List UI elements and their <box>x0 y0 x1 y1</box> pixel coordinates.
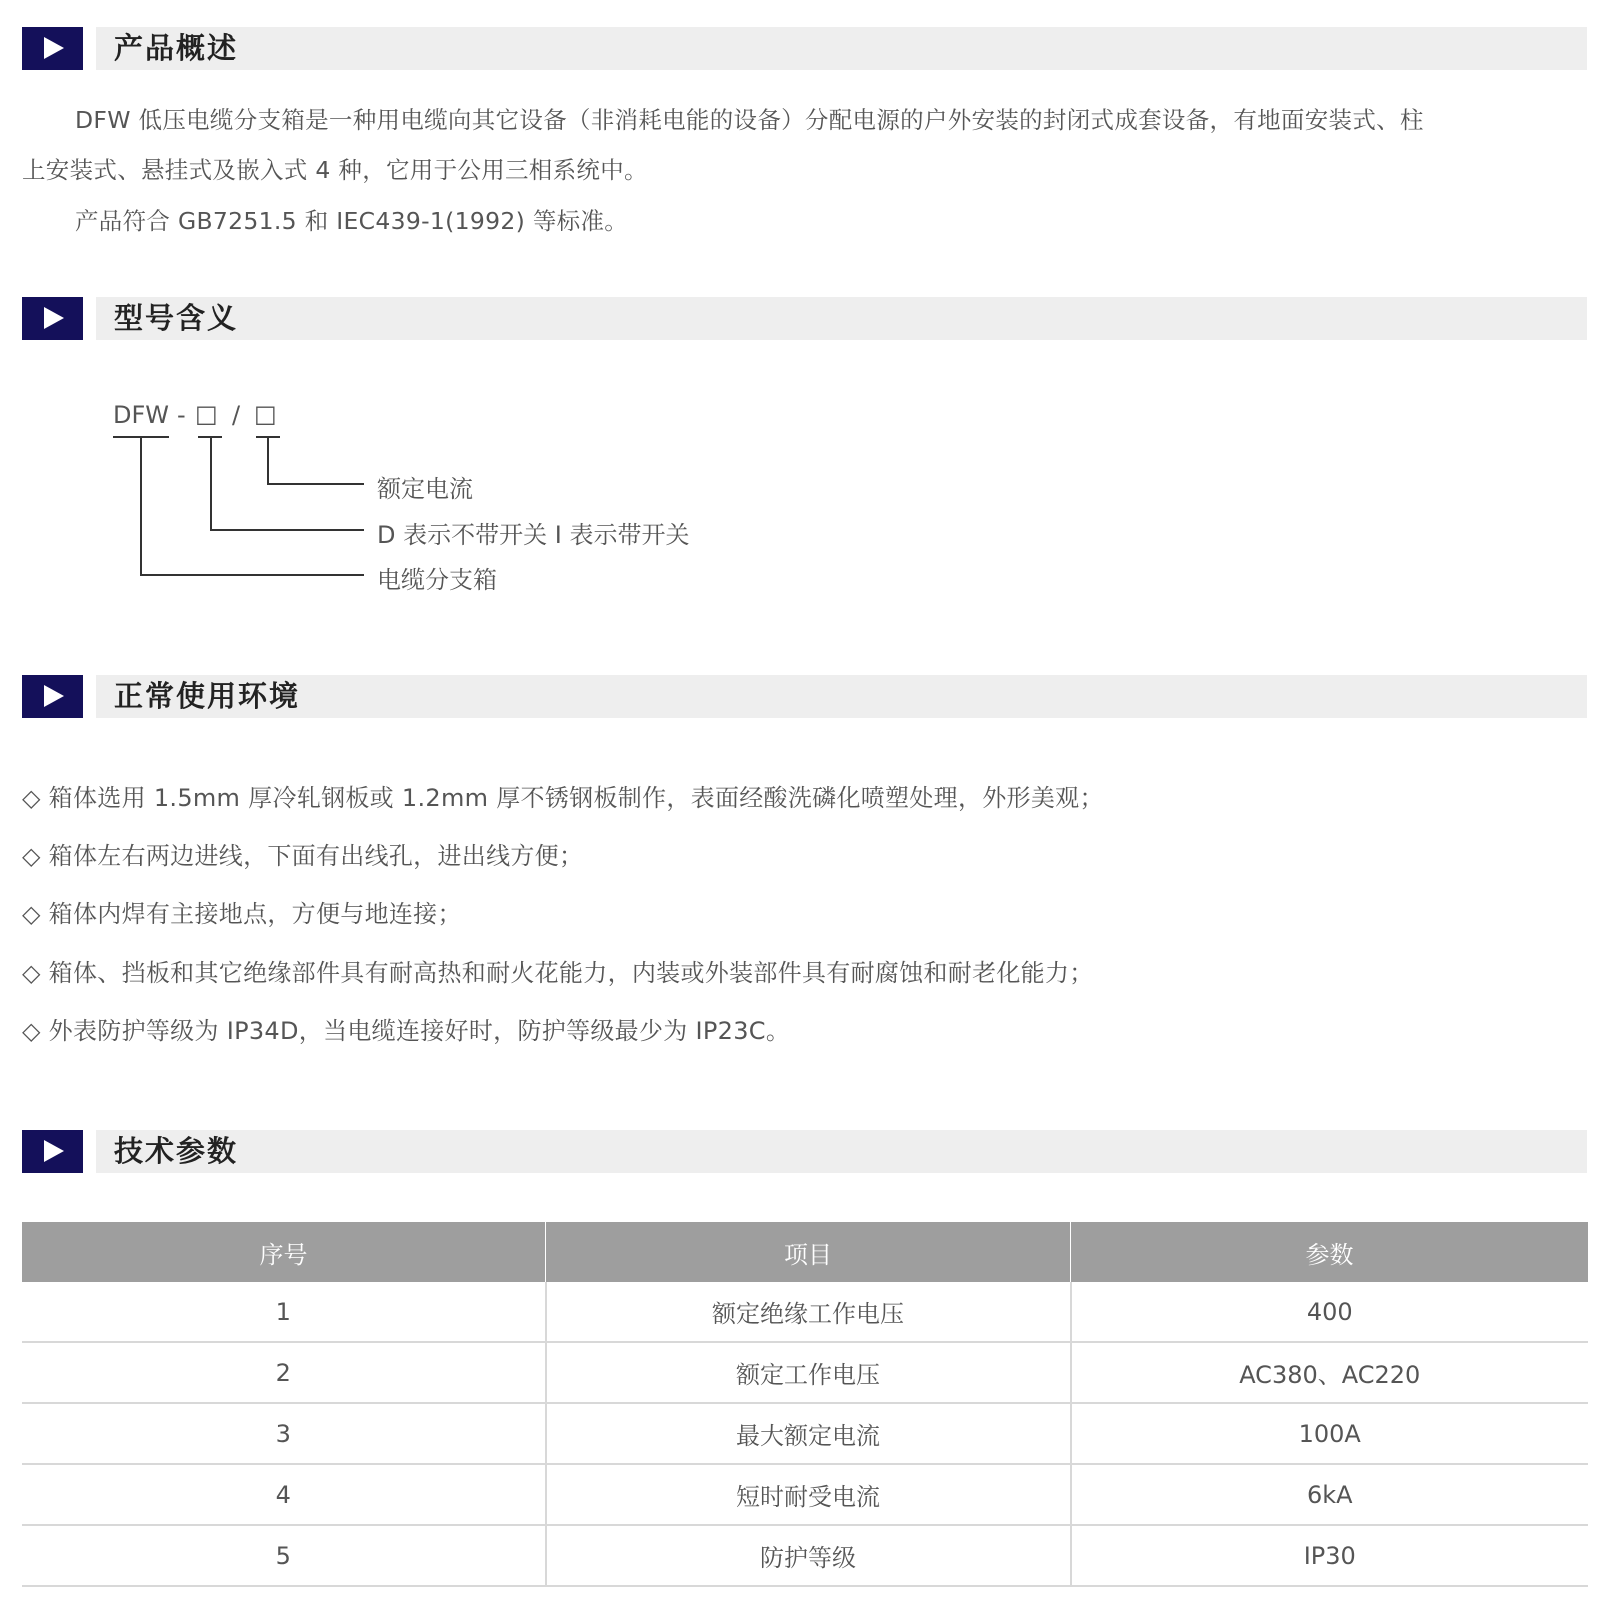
header-bar <box>96 297 1587 340</box>
model-code-box1: □ <box>195 400 218 428</box>
overview-paragraph-line1: DFW 低压电缆分支箱是一种用电缆向其它设备（非消耗电能的设备）分配电源的户外安装的封闭式成套设备，有地面安装式、柱 <box>75 106 1424 134</box>
leader-vertical-switch <box>210 437 212 530</box>
label-switch: D 表示不带开关 I 表示带开关 <box>377 521 690 549</box>
cell-item: 短时耐受电流 <box>546 1464 1071 1525</box>
header-value: 参数 <box>1071 1222 1589 1282</box>
cell-index: 1 <box>22 1282 546 1342</box>
table-row <box>22 1403 1588 1464</box>
label-branch-box: 电缆分支箱 <box>377 566 497 594</box>
leader-horizontal-current <box>267 483 364 485</box>
section-title: 技术参数 <box>114 1134 239 1168</box>
tech-params-table <box>22 1222 1588 1587</box>
overview-paragraph-line2: 上安装式、悬挂式及嵌入式 4 种，它用于公用三相系统中。 <box>22 156 648 184</box>
section-header-model <box>22 297 1587 340</box>
table-row <box>22 1342 1588 1403</box>
model-code-prefix: DFW <box>113 401 170 429</box>
play-triangle-icon <box>22 27 83 70</box>
header-index: 序号 <box>22 1222 546 1282</box>
leader-horizontal-switch <box>210 529 364 531</box>
cell-index: 3 <box>22 1403 546 1464</box>
table-row <box>22 1464 1588 1525</box>
cell-value: 100A <box>1071 1403 1589 1464</box>
table-row <box>22 1282 1588 1342</box>
cell-item: 防护等级 <box>546 1525 1071 1586</box>
cell-item: 最大额定电流 <box>546 1403 1071 1464</box>
header-bar <box>96 675 1587 718</box>
cell-item: 额定绝缘工作电压 <box>546 1282 1071 1342</box>
header-item: 项目 <box>546 1222 1071 1282</box>
play-triangle-icon <box>22 297 83 340</box>
env-list-item: ◇ 箱体左右两边进线，下面有出线孔，进出线方便； <box>22 842 584 870</box>
cell-value: 400 <box>1071 1282 1589 1342</box>
header-bar <box>96 1130 1587 1173</box>
section-header-overview <box>22 27 1587 70</box>
leader-horizontal-box <box>140 574 364 576</box>
cell-index: 2 <box>22 1342 546 1403</box>
env-list-item: ◇ 外表防护等级为 IP34D，当电缆连接好时，防护等级最少为 IP23C。 <box>22 1017 791 1045</box>
table-row <box>22 1525 1588 1586</box>
cell-value: 6kA <box>1071 1464 1589 1525</box>
model-code-slash: / <box>232 401 241 429</box>
model-code-box2: □ <box>254 400 277 428</box>
section-header-environment <box>22 675 1587 718</box>
section-header-tech <box>22 1130 1587 1173</box>
cell-index: 5 <box>22 1525 546 1586</box>
env-list-item: ◇ 箱体选用 1.5mm 厚冷轧钢板或 1.2mm 厚不锈钢板制作，表面经酸洗磷化喷塑处理，外形美观； <box>22 784 1104 812</box>
table-header-row <box>22 1222 1588 1282</box>
section-title: 正常使用环境 <box>114 679 301 713</box>
play-triangle-icon <box>22 1130 83 1173</box>
play-triangle-icon <box>22 675 83 718</box>
leader-vertical-current <box>267 437 269 484</box>
overview-standards: 产品符合 GB7251.5 和 IEC439-1(1992) 等标准。 <box>75 207 629 235</box>
env-list-item: ◇ 箱体、挡板和其它绝缘部件具有耐高热和耐火花能力，内装或外装部件具有耐腐蚀和耐老化能力； <box>22 959 1094 987</box>
cell-item: 额定工作电压 <box>546 1342 1071 1403</box>
env-list-item: ◇ 箱体内焊有主接地点，方便与地连接； <box>22 900 462 928</box>
label-rated-current: 额定电流 <box>377 475 473 503</box>
header-bar <box>96 27 1587 70</box>
cell-value: IP30 <box>1071 1525 1589 1586</box>
cell-value: AC380、AC220 <box>1071 1342 1589 1403</box>
section-title: 型号含义 <box>114 301 239 335</box>
leader-vertical-box <box>140 437 142 575</box>
model-code-dash: - <box>177 401 186 429</box>
cell-index: 4 <box>22 1464 546 1525</box>
section-title: 产品概述 <box>114 31 239 65</box>
